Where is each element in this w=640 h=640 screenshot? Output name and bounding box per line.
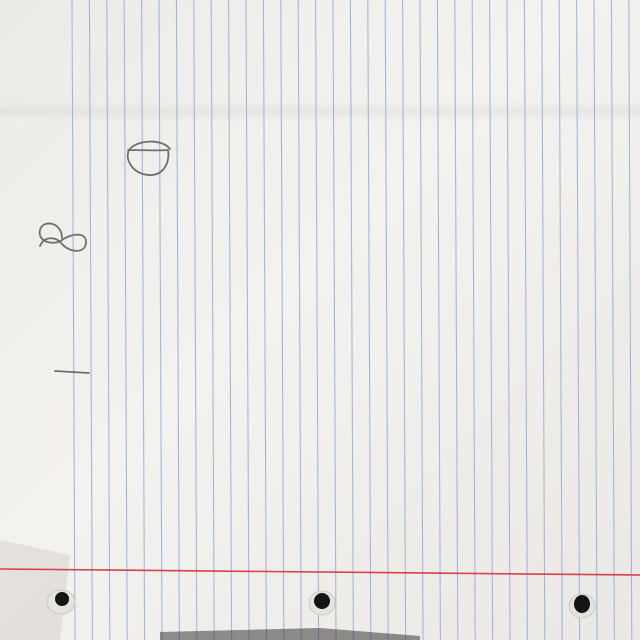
punch-hole-middle xyxy=(309,591,335,615)
punch-hole-right xyxy=(569,594,595,618)
punch-hole-left xyxy=(47,590,75,614)
paper-fold xyxy=(0,100,640,122)
